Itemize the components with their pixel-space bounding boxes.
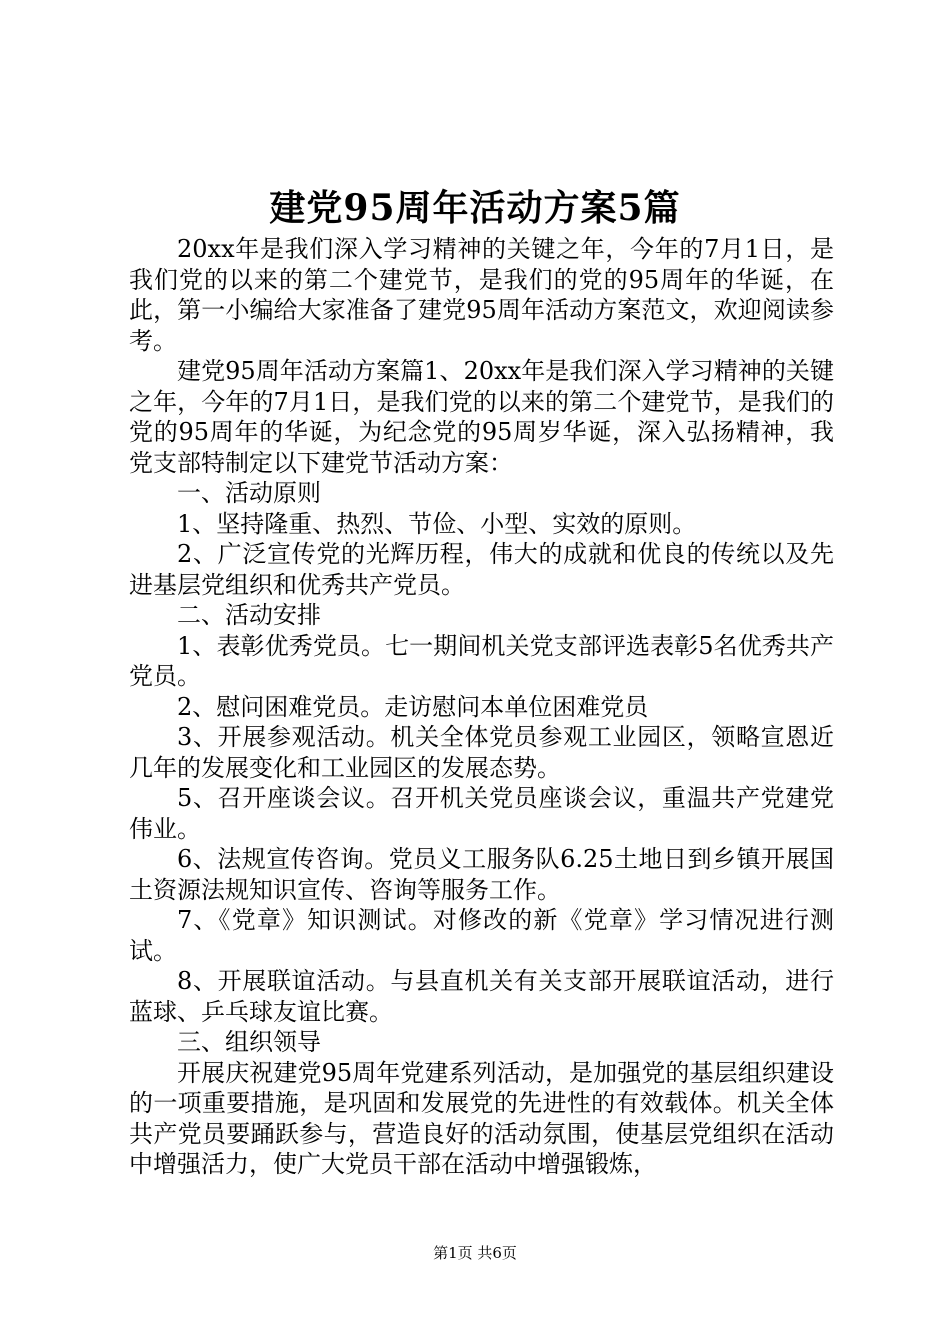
page-footer	[0, 1243, 950, 1263]
document-title: 建党95周年活动方案5篇	[269, 187, 681, 229]
paragraph: 开展庆祝建党95周年党建系列活动，是加强党的基层组织建设的一项重要措施，是巩固和发展党的先进性的有效载体。机关全体共产党员要踊跃参与，营造良好的活动氛围，使基层党组织在活动中增强活力，使广大党员干部在活动中增强锻炼，	[129, 1058, 834, 1178]
section-heading: 三、组织领导	[177, 1028, 321, 1056]
paragraph: 5、召开座谈会议。召开机关党员座谈会议，重温共产党建党伟业。	[129, 784, 834, 843]
paragraph: 2、广泛宣传党的光辉历程，伟大的成就和优良的传统以及先进基层党组织和优秀共产党员。	[129, 540, 834, 599]
paragraph: 7、《党章》知识测试。对修改的新《党章》学习情况进行测试。	[129, 906, 834, 965]
paragraph: 1、表彰优秀党员。七一期间机关党支部评选表彰5名优秀共产党员。	[129, 631, 834, 690]
document-body	[129, 234, 834, 1180]
paragraph: 3、开展参观活动。机关全体党员参观工业园区，领略宣恩近几年的发展变化和工业园区的发展态势。	[129, 723, 834, 782]
section-heading: 一、活动原则	[177, 479, 321, 507]
page-total: 共6页	[477, 1244, 517, 1262]
paragraph: 8、开展联谊活动。与县直机关有关支部开展联谊活动，进行蓝球、乒乓球友谊比赛。	[129, 967, 834, 1026]
paragraph: 20xx年是我们深入学习精神的关键之年，今年的7月1日，是我们党的以来的第二个建党节，是我们的党的95周年的华诞，在此，第一小编给大家准备了建党95周年活动方案范文，欢迎阅读参考。	[129, 235, 834, 355]
paragraph: 建党95周年活动方案篇1、20xx年是我们深入学习精神的关键之年，今年的7月1日，是我们党的以来的第二个建党节，是我们的党的95周年的华诞，为纪念党的95周岁华诞，深入弘扬精神，我党支部特制定以下建党节活动方案：	[129, 357, 834, 477]
section-heading: 二、活动安排	[177, 601, 321, 629]
paragraph: 2、慰问困难党员。走访慰问本单位困难党员	[177, 692, 649, 721]
page-number: 第1页	[433, 1244, 473, 1262]
paragraph: 1、坚持隆重、热烈、节俭、小型、实效的原则。	[177, 509, 697, 538]
paragraph: 6、法规宣传咨询。党员义工服务队6.25土地日到乡镇开展国土资源法规知识宣传、咨询等服务工作。	[129, 845, 834, 904]
